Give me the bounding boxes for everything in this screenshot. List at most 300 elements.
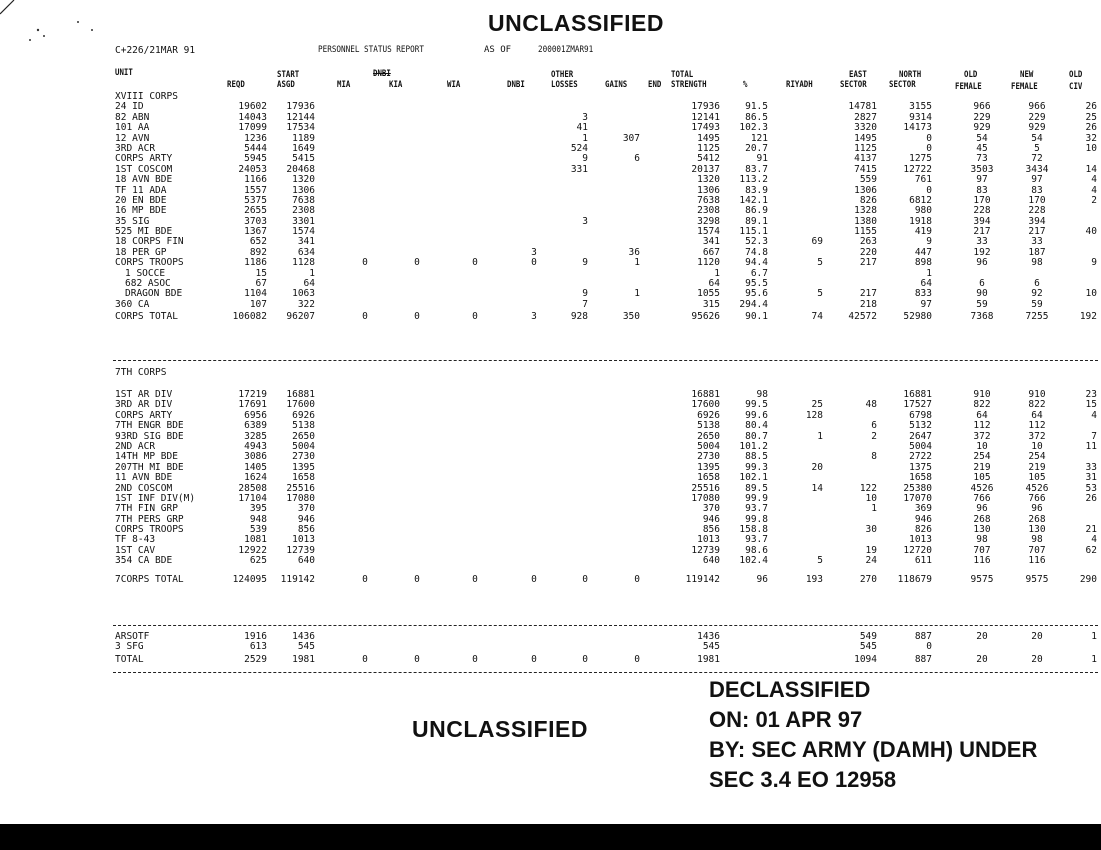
unit-name: CORPS ARTY xyxy=(115,153,173,165)
col-pct: % xyxy=(743,80,748,90)
cell-north: 833 xyxy=(914,288,932,300)
cell-total: 2730 xyxy=(697,451,720,463)
cell-civ: 23 xyxy=(1085,389,1097,400)
cell-north: 17070 xyxy=(903,492,932,504)
cell-asgd: 1 xyxy=(309,267,315,279)
cell-total: 640 xyxy=(702,555,720,567)
cell-asgd: 6926 xyxy=(292,409,315,421)
cell-newf: 372 xyxy=(1028,430,1046,442)
cell-reqd: 3086 xyxy=(244,451,267,463)
col-newf-2: FEMALE xyxy=(1011,82,1038,92)
cell-north: 16881 xyxy=(903,389,932,400)
cell-riyadh: 1 xyxy=(817,430,823,442)
cell-civ: 26 xyxy=(1085,492,1097,504)
cell-total: 370 xyxy=(702,503,720,515)
cell-pct: 99.9 xyxy=(745,492,768,504)
cell-east: 1094 xyxy=(854,653,877,665)
cell-reqd: 107 xyxy=(249,298,267,310)
cell-newf: 966 xyxy=(1028,101,1046,113)
cell-newf: 98 xyxy=(1031,257,1043,269)
cell-north: 898 xyxy=(914,257,932,269)
cell-east: 48 xyxy=(865,399,877,411)
cell-east: 826 xyxy=(859,194,877,206)
cell-oldf: 228 xyxy=(973,205,991,217)
cell-north: 1013 xyxy=(909,534,932,546)
col-north-2: SECTOR xyxy=(889,80,916,90)
cell-civ: 4 xyxy=(1091,409,1097,421)
cell-pct: 142.1 xyxy=(739,194,768,206)
cell-newf: 72 xyxy=(1031,153,1043,165)
cell-north: 1918 xyxy=(909,215,932,227)
cell-oldf: 192 xyxy=(973,246,991,258)
cell-asgd: 856 xyxy=(297,524,315,536)
cell-pct: 80.7 xyxy=(745,430,768,442)
cell-asgd: 17936 xyxy=(286,101,315,113)
cell-pct: 294.4 xyxy=(739,298,768,310)
cell-other: 0 xyxy=(582,653,588,665)
cell-east: 2 xyxy=(871,430,877,442)
declass-line-4: SEC 3.4 EO 12958 xyxy=(709,767,897,792)
col-kia: KIA xyxy=(389,80,403,90)
cell-other: 331 xyxy=(570,163,588,175)
cell-pct: 98 xyxy=(756,389,768,400)
cell-north: 826 xyxy=(914,524,932,536)
cell-reqd: 17104 xyxy=(238,492,267,504)
cell-civ: 1 xyxy=(1091,631,1097,642)
unit-name: 7TH FIN GRP xyxy=(115,503,178,515)
cell-pct: 93.7 xyxy=(745,534,768,546)
cell-pct: 52.3 xyxy=(745,236,768,248)
unit-name: 7TH ENGR BDE xyxy=(115,420,184,432)
cell-wia: 0 xyxy=(472,653,478,665)
cell-north: 611 xyxy=(914,555,932,567)
cell-reqd: 613 xyxy=(249,641,267,653)
cell-north: 5004 xyxy=(909,440,932,452)
report-title: PERSONNEL STATUS REPORT xyxy=(318,45,424,55)
cell-total: 95626 xyxy=(691,311,720,323)
cell-total: 1125 xyxy=(697,142,720,154)
unit-name: 3 SFG xyxy=(115,641,144,653)
cell-north: 1375 xyxy=(909,461,932,473)
cell-riyadh: 5 xyxy=(817,555,823,567)
cell-reqd: 19602 xyxy=(238,101,267,113)
table-row xyxy=(115,122,1097,134)
cell-riyadh: 5 xyxy=(817,257,823,269)
cell-pct: 98.6 xyxy=(745,544,768,556)
cell-reqd: 2529 xyxy=(244,653,267,665)
cell-reqd: 15 xyxy=(255,267,267,279)
cell-asgd: 96207 xyxy=(286,311,315,323)
cell-east: 4137 xyxy=(854,153,877,165)
cell-asgd: 16881 xyxy=(286,389,315,400)
cell-civ: 4 xyxy=(1091,184,1097,196)
cell-newf: 7255 xyxy=(1025,311,1049,323)
cell-asgd: 7638 xyxy=(292,194,315,206)
cell-oldf: 112 xyxy=(973,420,991,432)
unit-name: 12 AVN xyxy=(115,132,150,144)
cell-oldf: 229 xyxy=(973,111,991,123)
cell-newf: 187 xyxy=(1028,246,1046,258)
cell-total: 7638 xyxy=(697,194,720,206)
cell-newf: 254 xyxy=(1028,451,1046,463)
cell-riyadh: 128 xyxy=(805,409,823,421)
cell-north: 1 xyxy=(926,267,932,279)
cell-north: 2647 xyxy=(909,430,932,442)
cell-oldf: 105 xyxy=(973,472,991,484)
cell-civ: 15 xyxy=(1085,399,1097,411)
cell-pct: 121 xyxy=(750,132,768,144)
cell-riyadh: 74 xyxy=(811,311,823,323)
cell-civ: 192 xyxy=(1079,311,1097,323)
cell-asgd: 1306 xyxy=(292,184,315,196)
cell-north: 0 xyxy=(926,132,932,144)
cell-asgd: 119142 xyxy=(280,573,315,585)
section-title: 7TH CORPS xyxy=(115,367,167,378)
cell-pct: 91.5 xyxy=(745,101,768,113)
cell-gains: 350 xyxy=(622,311,640,323)
cell-newf: 910 xyxy=(1028,389,1046,400)
cell-north: 25380 xyxy=(903,482,932,494)
cell-north: 12722 xyxy=(903,163,932,175)
cell-oldf: 73 xyxy=(976,153,988,165)
cell-asgd: 1981 xyxy=(292,653,315,665)
unit-name: TOTAL xyxy=(115,653,144,665)
cell-newf: 3434 xyxy=(1025,163,1049,175)
cell-asgd: 1574 xyxy=(292,226,315,238)
cell-total: 667 xyxy=(702,246,720,258)
cell-total: 946 xyxy=(702,513,720,525)
cell-oldf: 9575 xyxy=(970,573,994,585)
col-civ-2: CIV xyxy=(1069,82,1083,92)
cell-north: 369 xyxy=(914,503,932,515)
unit-name: CORPS TROOPS xyxy=(115,257,184,269)
cell-kia: 0 xyxy=(414,653,420,665)
cell-civ: 26 xyxy=(1085,101,1097,113)
unit-name: 3RD AR DIV xyxy=(115,399,173,411)
cell-civ: 33 xyxy=(1085,461,1097,473)
cell-total: 17493 xyxy=(691,122,720,134)
unit-name: 360 CA xyxy=(115,298,150,310)
unit-name: 20 EN BDE xyxy=(115,194,167,206)
cell-civ: 10 xyxy=(1085,142,1097,154)
unit-name: DRAGON BDE xyxy=(125,288,183,300)
unit-name: 101 AA xyxy=(115,122,150,134)
cell-east: 218 xyxy=(859,298,877,310)
cell-newf: 822 xyxy=(1028,399,1046,411)
cell-newf: 268 xyxy=(1028,513,1046,525)
cell-other: 0 xyxy=(582,573,588,585)
cell-other: 9 xyxy=(582,288,588,300)
col-north-1: NORTH xyxy=(899,70,922,80)
unit-name: 1ST COSCOM xyxy=(115,163,173,175)
cell-pct: 89.1 xyxy=(745,215,768,227)
cell-oldf: 910 xyxy=(973,389,991,400)
cell-total: 856 xyxy=(702,524,720,536)
cell-pct: 86.9 xyxy=(745,205,768,217)
cell-total: 2650 xyxy=(697,430,720,442)
unit-name: 18 CORPS FIN xyxy=(115,236,184,248)
cell-other: 928 xyxy=(570,311,588,323)
cell-asgd: 1649 xyxy=(292,142,315,154)
unit-name: 1ST INF DIV(M) xyxy=(115,492,196,504)
unit-name: 93RD SIG BDE xyxy=(115,430,184,442)
cell-other: 9 xyxy=(582,257,588,269)
cell-reqd: 539 xyxy=(249,524,267,536)
cell-newf: 83 xyxy=(1031,184,1043,196)
cell-north: 5132 xyxy=(909,420,932,432)
cell-east: 19 xyxy=(865,544,877,556)
cell-east: 1306 xyxy=(854,184,877,196)
cell-north: 2722 xyxy=(909,451,932,463)
cell-east: 6 xyxy=(871,420,877,432)
cell-newf: 98 xyxy=(1031,534,1043,546)
cell-newf: 228 xyxy=(1028,205,1046,217)
cell-gains: 0 xyxy=(634,653,640,665)
cell-total: 6926 xyxy=(697,409,720,421)
cell-newf: 64 xyxy=(1031,409,1043,421)
cell-oldf: 372 xyxy=(973,430,991,442)
unit-name: 2ND ACR xyxy=(115,440,156,452)
cell-civ: 290 xyxy=(1079,573,1097,585)
cell-total: 16881 xyxy=(691,389,720,400)
cell-asgd: 17534 xyxy=(286,122,315,134)
cell-asgd: 17080 xyxy=(286,492,315,504)
col-struck-label: DNBI xyxy=(373,69,391,79)
cell-north: 1658 xyxy=(909,472,932,484)
unit-name: 2ND COSCOM xyxy=(115,482,173,494)
cell-east: 30 xyxy=(865,524,877,536)
cell-north: 97 xyxy=(920,298,932,310)
total-row xyxy=(115,311,1097,323)
cell-oldf: 20 xyxy=(976,631,988,642)
cell-pct: 88.5 xyxy=(745,451,768,463)
cell-north: 447 xyxy=(914,246,932,258)
cell-north: 9314 xyxy=(909,111,932,123)
cell-total: 3298 xyxy=(697,215,720,227)
cell-oldf: 90 xyxy=(976,288,988,300)
col-wia: WIA xyxy=(447,80,461,90)
cell-reqd: 1236 xyxy=(244,132,267,144)
cell-total: 64 xyxy=(708,278,720,290)
cell-dnbi: 0 xyxy=(531,257,537,269)
cell-pct: 93.7 xyxy=(745,503,768,515)
cell-riyadh: 5 xyxy=(817,288,823,300)
cell-north: 1275 xyxy=(909,153,932,165)
cell-newf: 92 xyxy=(1031,288,1043,300)
cell-east: 1380 xyxy=(854,215,877,227)
cell-east: 549 xyxy=(859,631,877,642)
cell-reqd: 12922 xyxy=(238,544,267,556)
cell-civ: 40 xyxy=(1085,226,1097,238)
cell-reqd: 5375 xyxy=(244,194,267,206)
cell-oldf: 59 xyxy=(976,298,988,310)
unit-name: 18 PER GP xyxy=(115,246,167,258)
cell-north: 64 xyxy=(920,278,932,290)
section-divider xyxy=(113,625,1098,626)
as-of-label: AS OF xyxy=(484,45,512,55)
unit-name: 24 ID xyxy=(115,101,144,113)
cell-reqd: 17099 xyxy=(238,122,267,134)
cell-asgd: 1395 xyxy=(292,461,315,473)
section-title: XVIII CORPS xyxy=(115,91,178,102)
cell-reqd: 652 xyxy=(249,236,267,248)
cell-asgd: 1128 xyxy=(292,257,315,269)
scan-speckle-graphic xyxy=(0,0,110,50)
cell-reqd: 395 xyxy=(249,503,267,515)
cell-asgd: 2730 xyxy=(292,451,315,463)
col-start-1: START xyxy=(277,70,300,80)
cell-oldf: 254 xyxy=(973,451,991,463)
cell-north: 761 xyxy=(914,174,932,186)
cell-civ: 10 xyxy=(1085,288,1097,300)
section-7th-corps xyxy=(115,367,1097,585)
unit-name: 1 SOCCE xyxy=(125,267,166,279)
cell-east: 42572 xyxy=(848,311,877,323)
cell-total: 1320 xyxy=(697,174,720,186)
cell-north: 887 xyxy=(914,653,932,665)
cell-asgd: 1320 xyxy=(292,174,315,186)
cell-pct: 99.6 xyxy=(745,409,768,421)
cell-riyadh: 69 xyxy=(811,236,823,248)
cell-asgd: 1658 xyxy=(292,472,315,484)
cell-east: 270 xyxy=(859,573,877,585)
cell-north: 52980 xyxy=(903,311,932,323)
unit-name: 3RD ACR xyxy=(115,142,156,154)
cell-pct: 99.3 xyxy=(745,461,768,473)
cell-north: 0 xyxy=(926,641,932,653)
cell-total: 1658 xyxy=(697,472,720,484)
cell-reqd: 892 xyxy=(249,246,267,258)
cell-pct: 99.5 xyxy=(745,399,768,411)
cell-asgd: 5138 xyxy=(292,420,315,432)
cell-reqd: 106082 xyxy=(232,311,267,323)
unit-name: 11 AVN BDE xyxy=(115,472,173,484)
cell-oldf: 219 xyxy=(973,461,991,473)
cell-reqd: 1104 xyxy=(244,288,267,300)
classification-banner-bottom: UNCLASSIFIED xyxy=(412,716,588,742)
cell-civ: 26 xyxy=(1085,122,1097,134)
cell-reqd: 6956 xyxy=(244,409,267,421)
section-divider xyxy=(113,672,1098,673)
cell-total: 12141 xyxy=(691,111,720,123)
unit-name: 354 CA BDE xyxy=(115,555,173,567)
table-row xyxy=(115,420,1046,432)
cell-total: 1574 xyxy=(697,226,720,238)
unit-name: CORPS TROOPS xyxy=(115,524,184,536)
cell-asgd: 1436 xyxy=(292,631,315,642)
unit-name: ARSOTF xyxy=(115,631,150,642)
declass-line-2: ON: 01 APR 97 xyxy=(709,707,863,732)
cell-newf: 20 xyxy=(1031,631,1043,642)
cell-reqd: 2655 xyxy=(244,205,267,217)
cell-reqd: 17691 xyxy=(238,399,267,411)
cell-asgd: 5004 xyxy=(292,440,315,452)
cell-asgd: 634 xyxy=(297,246,315,258)
cell-north: 0 xyxy=(926,142,932,154)
col-mia: MIA xyxy=(337,80,351,90)
cell-dnbi: 3 xyxy=(531,311,537,323)
cell-north: 118679 xyxy=(897,573,932,585)
cell-newf: 116 xyxy=(1028,555,1046,567)
unit-name: CORPS TOTAL xyxy=(115,311,178,323)
cell-reqd: 14043 xyxy=(238,111,267,123)
cell-asgd: 3301 xyxy=(292,215,315,227)
cell-pct: 90.1 xyxy=(745,311,768,323)
cell-north: 12720 xyxy=(903,544,932,556)
cell-gains: 6 xyxy=(634,153,640,165)
cell-north: 14173 xyxy=(903,122,932,134)
cell-total: 1013 xyxy=(697,534,720,546)
cell-oldf: 929 xyxy=(973,122,991,134)
cell-civ: 7 xyxy=(1091,430,1097,442)
col-total-2: STRENGTH xyxy=(671,80,707,90)
cell-newf: 4526 xyxy=(1025,482,1049,494)
cell-asgd: 5415 xyxy=(292,153,315,165)
cell-oldf: 97 xyxy=(976,174,988,186)
cell-north: 6798 xyxy=(909,409,932,421)
cell-reqd: 1081 xyxy=(244,534,267,546)
cell-north: 9 xyxy=(926,236,932,248)
cell-oldf: 822 xyxy=(973,399,991,411)
cell-kia: 0 xyxy=(414,573,420,585)
cell-other: 41 xyxy=(576,122,588,134)
cell-newf: 394 xyxy=(1028,215,1046,227)
cell-other: 7 xyxy=(582,298,588,310)
declass-line-1: DECLASSIFIED xyxy=(709,677,871,702)
cell-total: 2308 xyxy=(697,205,720,217)
cell-reqd: 1405 xyxy=(244,461,267,473)
cell-oldf: 217 xyxy=(973,226,991,238)
cell-total: 1981 xyxy=(697,653,720,665)
cell-oldf: 83 xyxy=(976,184,988,196)
cell-total: 25516 xyxy=(691,482,720,494)
cell-reqd: 3285 xyxy=(244,430,267,442)
cell-asgd: 1013 xyxy=(292,534,315,546)
cell-asgd: 12144 xyxy=(286,111,315,123)
cell-north: 17527 xyxy=(903,399,932,411)
cell-other: 9 xyxy=(582,153,588,165)
cell-pct: 95.5 xyxy=(745,278,768,290)
cell-reqd: 24053 xyxy=(238,163,267,175)
col-civ-1: OLD xyxy=(1069,70,1083,80)
cell-total: 17600 xyxy=(691,399,720,411)
cell-riyadh: 193 xyxy=(805,573,823,585)
cell-oldf: 96 xyxy=(976,503,988,515)
cell-civ: 9 xyxy=(1091,257,1097,269)
cell-total: 119142 xyxy=(685,573,720,585)
cell-north: 6812 xyxy=(909,194,932,206)
cell-asgd: 2308 xyxy=(292,205,315,217)
cell-east: 7415 xyxy=(854,163,877,175)
cell-newf: 707 xyxy=(1028,544,1046,556)
cell-civ: 31 xyxy=(1085,472,1097,484)
cell-north: 946 xyxy=(914,513,932,525)
cell-newf: 130 xyxy=(1028,524,1046,536)
cell-pct: 102.3 xyxy=(739,122,768,134)
cell-civ: 32 xyxy=(1085,132,1097,144)
cell-north: 887 xyxy=(914,631,932,642)
cell-reqd: 948 xyxy=(249,513,267,525)
cell-east: 263 xyxy=(859,236,877,248)
cell-newf: 96 xyxy=(1031,503,1043,515)
table-row xyxy=(115,472,1097,484)
cell-reqd: 1557 xyxy=(244,184,267,196)
cell-reqd: 28508 xyxy=(238,482,267,494)
cell-asgd: 64 xyxy=(303,278,315,290)
col-other-2: LOSSES xyxy=(551,80,578,90)
cell-asgd: 20468 xyxy=(286,163,315,175)
cell-oldf: 394 xyxy=(973,215,991,227)
